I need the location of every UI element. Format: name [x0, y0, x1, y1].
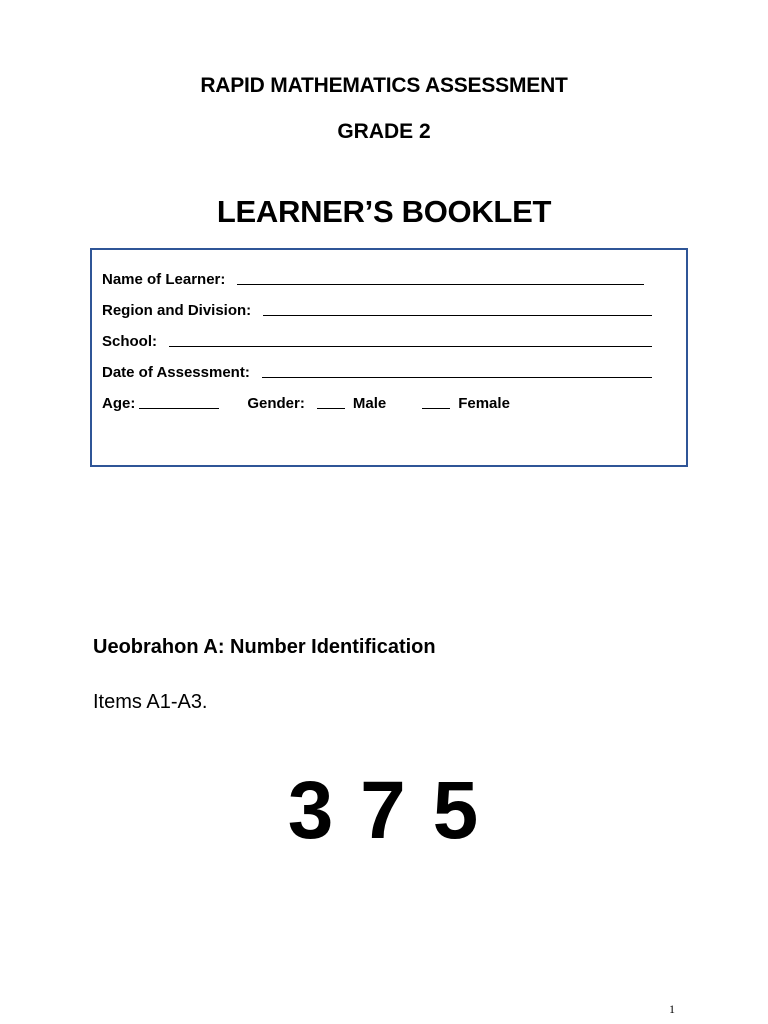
region-label: Region and Division:: [102, 302, 252, 319]
grade-heading: GRADE 2: [337, 120, 431, 143]
date-label: Date of Assessment:: [102, 364, 250, 381]
assessment-title: RAPID MATHEMATICS ASSESSMENT: [200, 74, 568, 97]
age-gender-row: [102, 390, 652, 412]
female-label: Female: [458, 395, 510, 412]
region-field[interactable]: [263, 315, 652, 316]
male-blank[interactable]: [317, 408, 345, 409]
name-field[interactable]: [237, 284, 644, 285]
date-row: [102, 359, 652, 381]
age-label: Age:: [102, 395, 136, 412]
date-field[interactable]: [262, 377, 652, 378]
items-label: Items A1-A3.: [93, 691, 208, 713]
subtest-title: Ueobrahon A: Number Identification: [93, 636, 436, 658]
booklet-heading: LEARNER’S BOOKLET: [216, 194, 552, 229]
school-field[interactable]: [169, 346, 652, 347]
learner-info-box: [90, 248, 688, 467]
school-label: School:: [102, 333, 157, 350]
name-label: Name of Learner:: [102, 271, 226, 288]
name-row: [102, 266, 652, 288]
page-number: 1: [669, 1002, 675, 1016]
region-row: [102, 297, 652, 319]
female-blank[interactable]: [422, 408, 450, 409]
gender-label: Gender:: [247, 395, 305, 412]
male-label: Male: [352, 395, 387, 412]
school-row: [102, 328, 652, 350]
number-display: 3 7 5: [287, 765, 481, 856]
age-field[interactable]: [139, 408, 219, 409]
